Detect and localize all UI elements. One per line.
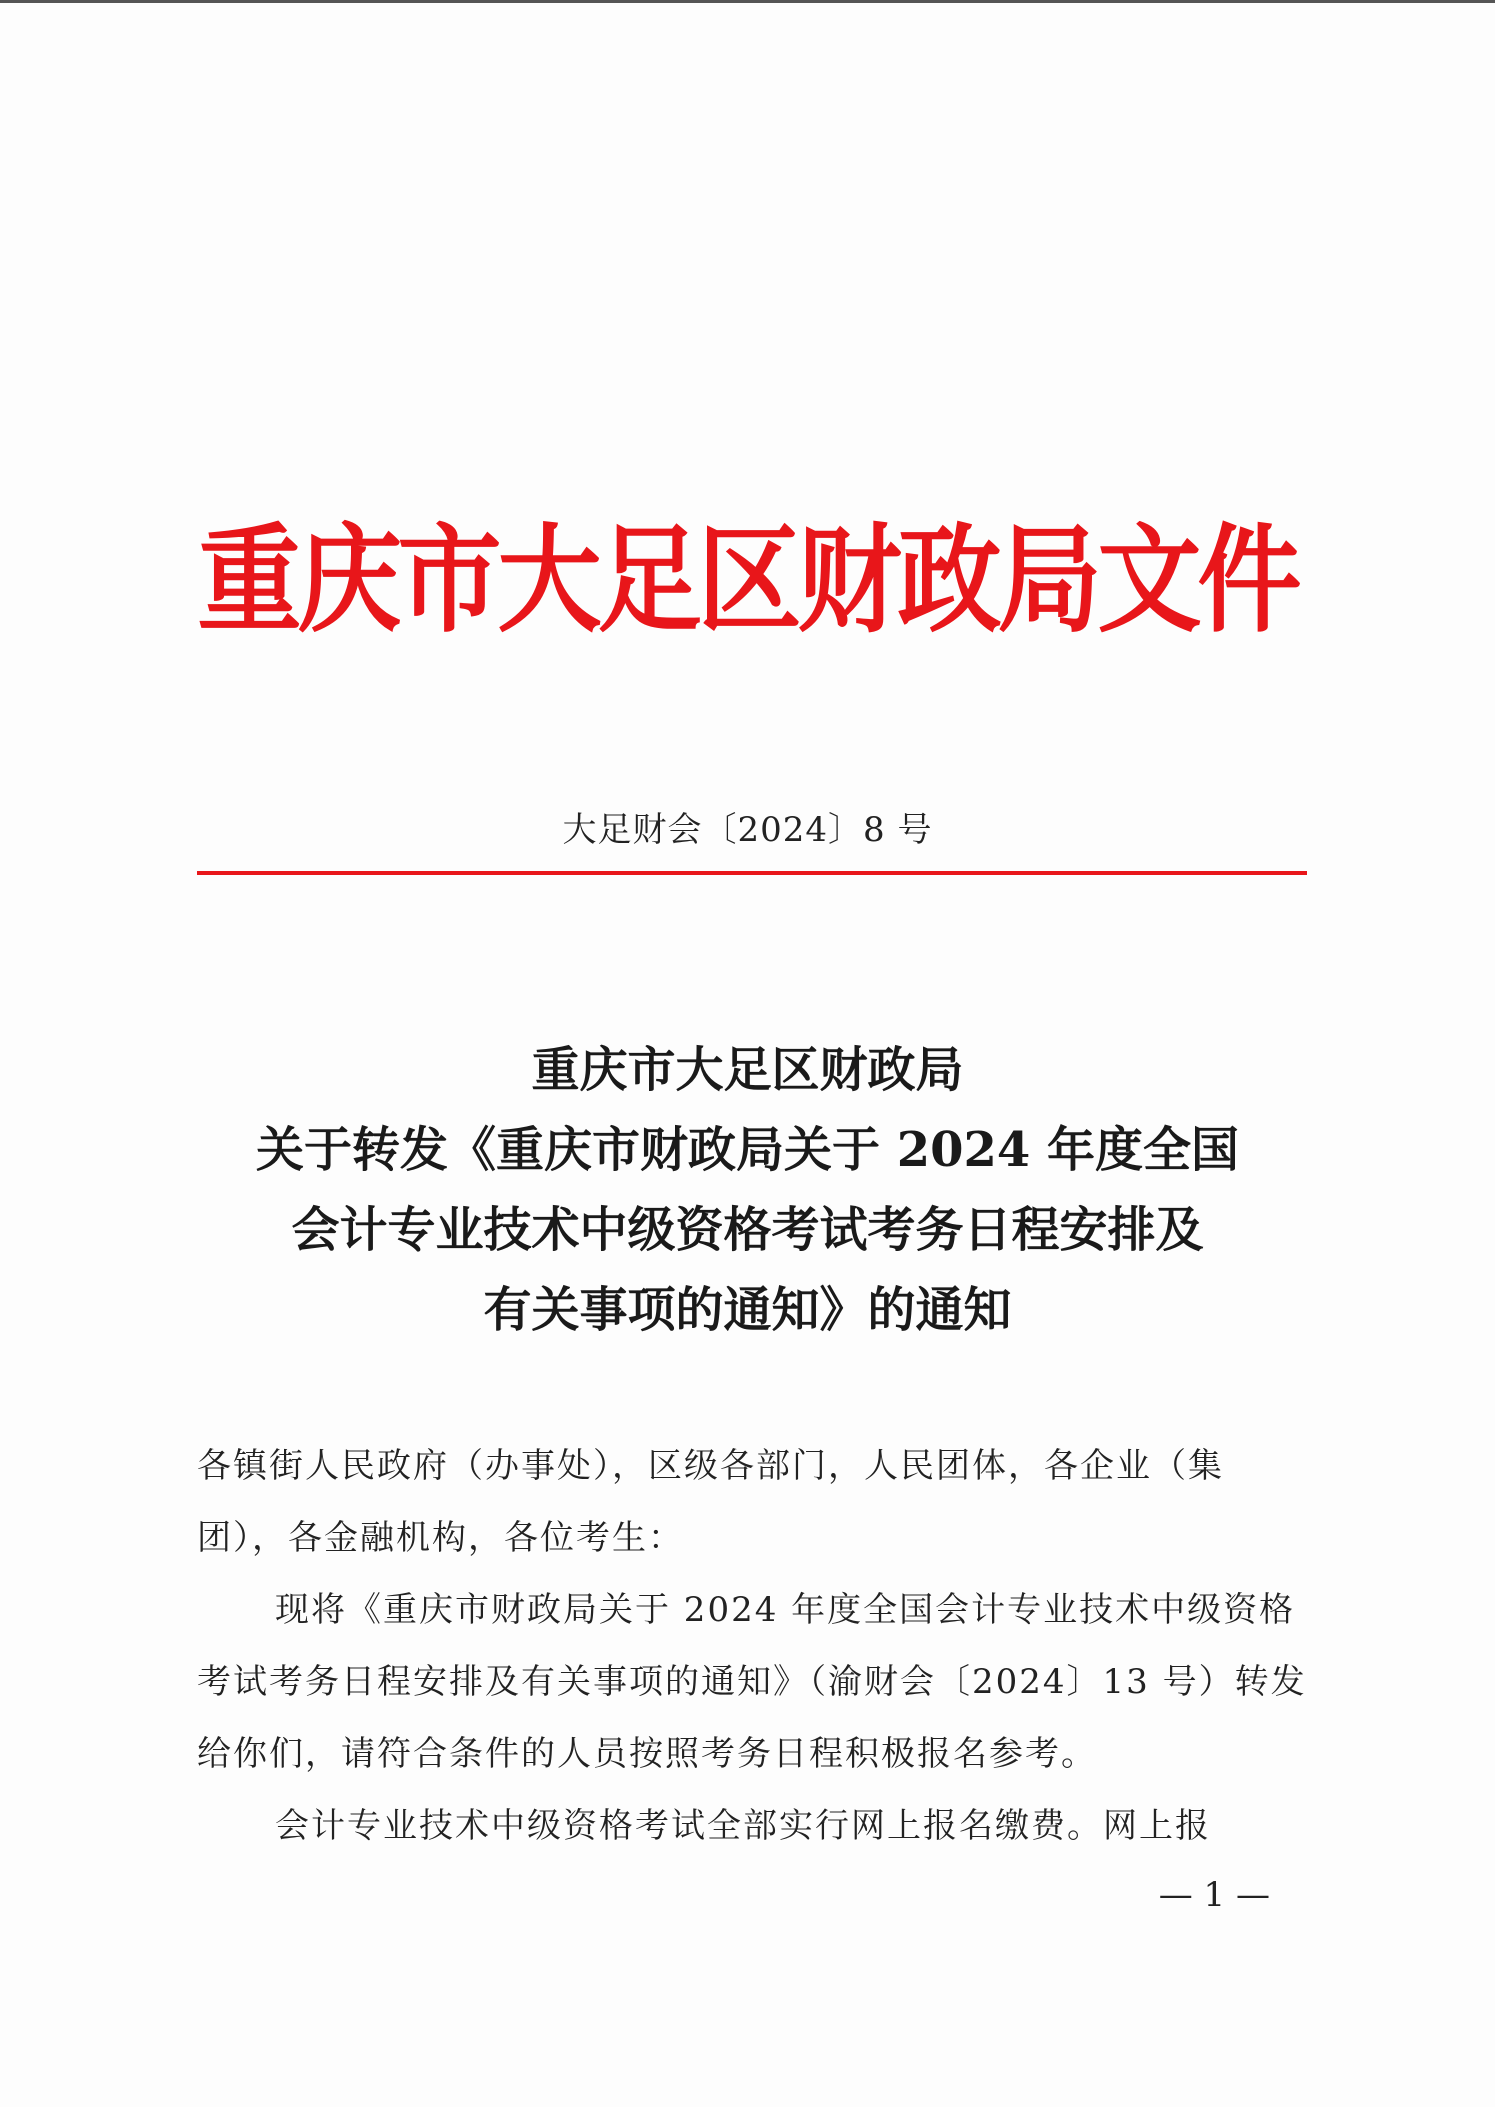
title-line-1: 重庆市大足区财政局 — [531, 1042, 964, 1098]
title-line-2: 关于转发《重庆市财政局关于 2024 年度全国 — [255, 1122, 1240, 1178]
page-number: — 1 — — [1158, 1875, 1270, 1915]
document-title — [150, 1030, 1345, 1350]
salutation: 各镇街人民政府（办事处），区级各部门，人民团体，各企业（集团），各金融机构，各位考生： — [197, 1446, 1224, 1558]
red-divider-line — [197, 871, 1307, 875]
issuer-header-title: 重庆市大足区财政局文件 — [197, 510, 1298, 649]
title-line-4: 有关事项的通知》的通知 — [483, 1282, 1012, 1338]
page-top-edge — [0, 0, 1495, 3]
body-paragraph-2: 会计专业技术中级资格考试全部实行网上报名缴费。网上报 — [275, 1806, 1211, 1846]
document-number: 大足财会〔2024〕8 号 — [562, 810, 933, 850]
title-line-3: 会计专业技术中级资格考试考务日程安排及 — [291, 1202, 1204, 1258]
document-body — [197, 1430, 1307, 1862]
body-paragraph-1: 现将《重庆市财政局关于 2024 年度全国会计专业技术中级资格考试考务日程安排及有关事项的通知》（渝财会〔2024〕13 号）转发给你们，请符合条件的人员按照考务日程积极报名参考。 — [197, 1590, 1307, 1774]
